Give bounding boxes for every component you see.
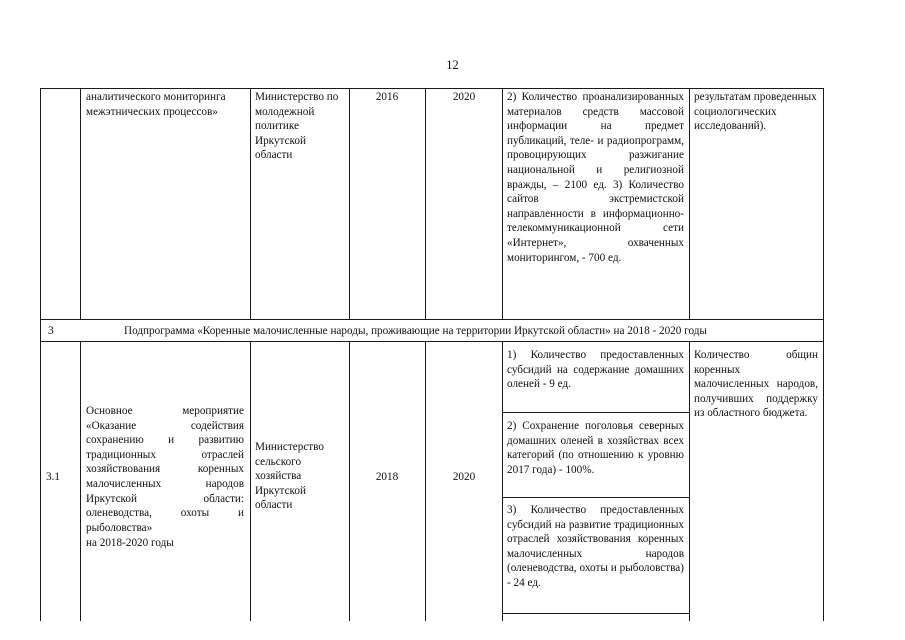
row31-executor: Министерство сельского хозяйства Иркутской области (255, 441, 324, 512)
row31-start-year: 2018 (375, 471, 399, 483)
col-line-2 (250, 88, 251, 320)
top-row-executor: Министерство по молодежной политике Иркутской области (255, 91, 339, 162)
r31-col-line-2 (250, 341, 251, 621)
row31-end-year: 2020 (452, 471, 476, 483)
r31-col-line-4 (425, 341, 426, 621)
top-row-result: результатам проведенных социологических исследований). (694, 91, 817, 133)
top-row-end-year: 2020 (452, 91, 476, 103)
indicator-divider-2 (502, 497, 689, 498)
sub-col-line-7 (823, 319, 824, 342)
top-row-indicators: 2) Количество проанализированных материалов средств массовой информации на предмет публикаций, теле- и радиопрограмм, провоцирующих разжигание национальной и религиозной вражды, – 2100 ед. 3) Количество сайтов экстремистской направленности в информационно-телекоммуникационной сети «Интернет», охваченных мониторингом, - 700 ед. (507, 91, 684, 264)
col-line-3 (349, 88, 350, 320)
col-line-1 (80, 88, 81, 320)
row31-result: Количество общин коренных малочисленных народов, получивших поддержку из областного бюджета. (694, 349, 818, 420)
r31-col-line-3 (349, 341, 350, 621)
row31-indicator-1: 1) Количество предоставленных субсидий на содержание домашних оленей - 9 ед. (507, 349, 684, 391)
page-number: 12 (446, 58, 459, 72)
top-row-name: аналитического мониторинга межэтнических процессов» (86, 91, 226, 118)
row31-number: 3.1 (46, 471, 60, 483)
top-row-start-year: 2016 (375, 91, 399, 103)
row-divider-subprogram (40, 341, 824, 342)
col-line-0 (40, 88, 41, 320)
col-line-4 (425, 88, 426, 320)
r31-col-line-1 (80, 341, 81, 621)
row31-name (86, 404, 244, 535)
subprogram-title: Подпрограмма «Коренные малочисленные народы, проживающие на территории Иркутской области» на 2018 - 2020 годы (124, 325, 707, 337)
col-line-7 (823, 88, 824, 320)
r31-col-line-7 (823, 341, 824, 621)
col-line-6 (689, 88, 690, 320)
col-line-5 (502, 88, 503, 320)
row31-indicator-3: 3) Количество предоставленных субсидий на развитие традиционных отраслей хозяйствования коренных малочисленных народов (оленеводства, охоты и рыболовства) - 24 ед. (507, 504, 684, 589)
sub-col-line-0 (40, 319, 41, 342)
indicator-bottom-border (502, 613, 689, 614)
r31-col-line-6 (689, 341, 690, 621)
row31-name-main: Основное мероприятие «Оказание содействия сохранению и развитию традиционных отраслей хозяйствования коренных малочисленных народов Иркутской области: оленеводства, охоты и рыболовства» (86, 405, 244, 534)
table-top-border (40, 88, 824, 89)
indicator-divider-1 (502, 412, 689, 413)
subprogram-number: 3 (48, 325, 54, 337)
row31-indicator-2: 2) Сохранение поголовья северных домашних оленей в хозяйствах всех категорий (по отношению к уровню 2017 года) - 100%. (507, 420, 684, 476)
row-divider-top (40, 319, 824, 320)
row31-name-tail: на 2018-2020 годы (86, 537, 174, 549)
r31-col-line-0 (40, 341, 41, 621)
r31-col-line-5 (502, 341, 503, 621)
